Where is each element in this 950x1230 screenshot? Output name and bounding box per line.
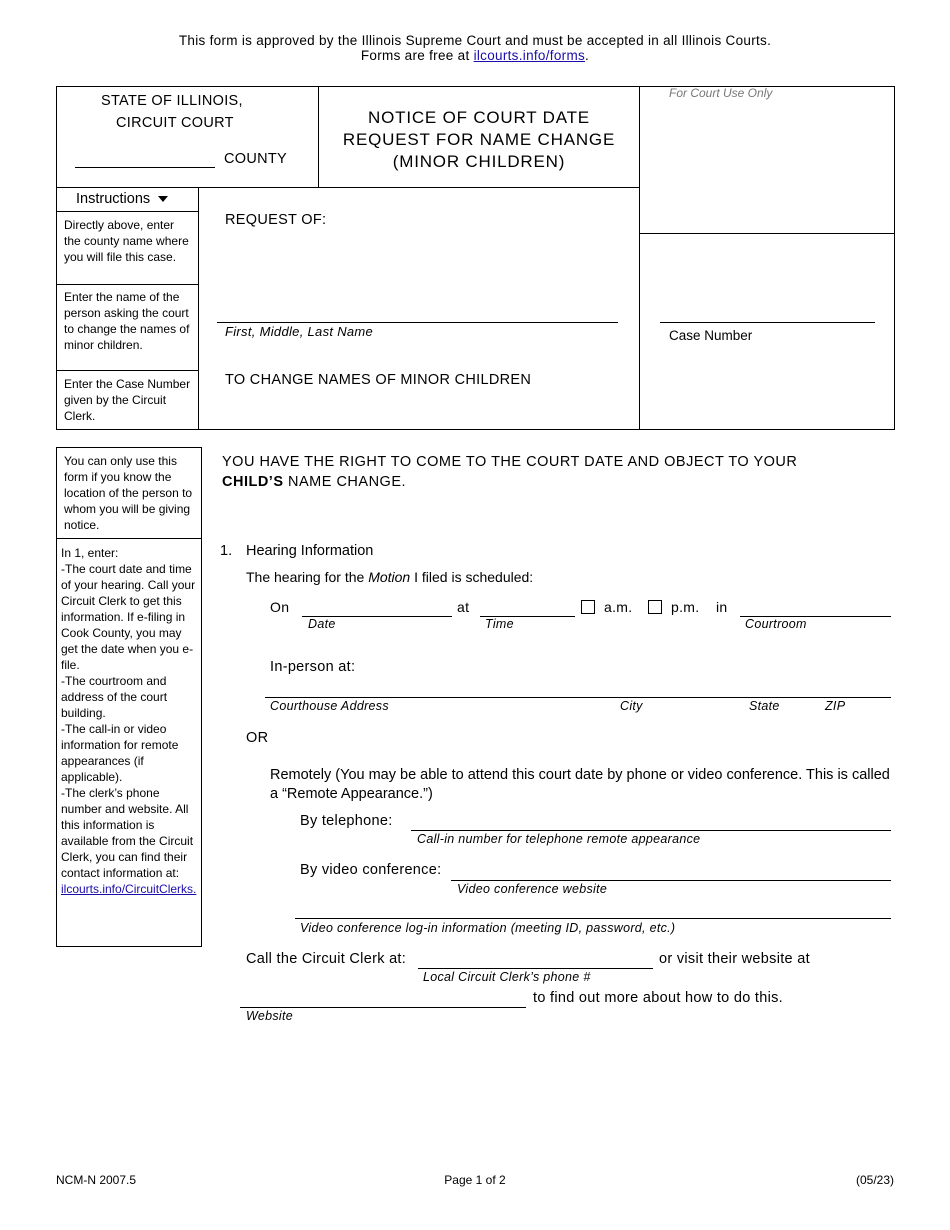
divider	[56, 187, 640, 188]
divider	[56, 284, 199, 285]
approval-line: This form is approved by the Illinois Supreme Court and must be accepted in all Illinois Courts.	[178, 33, 772, 48]
court-use-label: For Court Use Only	[669, 86, 773, 100]
city-caption: City	[620, 699, 643, 713]
or-label: OR	[246, 730, 269, 746]
address-caption: Courthouse Address	[270, 699, 389, 713]
at-label: at	[457, 599, 470, 615]
form-title	[319, 107, 639, 173]
clerk-web-label: or visit their website at	[659, 951, 810, 967]
case-instruction: Enter the Case Number given by the Circuit Clerk.	[64, 377, 191, 423]
section-number: 1.	[220, 543, 233, 559]
time-caption: Time	[485, 617, 514, 631]
hearing-instruction: In 1, enter: -The court date and time of your hearing. Call your Circuit Clerk to get this information. If e-filing in Cook County, you may get the date when you e-file. -The courtroom and address of the court building. -The call-in or video information for remote appearances (if applicable). -The clerk’s phone number and website. All this information is available from the Circuit Clerk, you can find their contact information at: ilcourts.info/CircuitClerks.	[61, 546, 197, 896]
video-label: By video conference:	[300, 862, 442, 878]
divider	[56, 211, 199, 212]
divider	[56, 370, 199, 371]
instructions-toggle[interactable]	[76, 191, 168, 207]
telephone-label: By telephone:	[300, 813, 393, 829]
video-website-input[interactable]	[451, 880, 891, 881]
divider	[639, 86, 640, 430]
county-instruction: Directly above, enter the county name where you will file this case.	[64, 218, 189, 264]
in-person-label: In-person at:	[270, 659, 356, 675]
county-label: COUNTY	[224, 151, 288, 167]
divider	[56, 538, 202, 539]
hearing-heading: Hearing Information	[246, 543, 374, 559]
am-checkbox[interactable]	[581, 600, 595, 614]
petitioner-name-input[interactable]	[217, 322, 618, 323]
clerk-phone-input[interactable]	[418, 968, 653, 969]
instructions-label: Instructions	[76, 191, 151, 207]
forms-free-line: Forms are free at ilcourts.info/forms.	[360, 48, 590, 63]
name-instruction: Enter the name of the person asking the court to change the names of minor children.	[64, 290, 190, 352]
circuit-clerks-link[interactable]: ilcourts.info/CircuitClerks.	[61, 882, 197, 896]
title-line: NOTICE OF COURT DATE	[368, 108, 590, 127]
on-label: On	[270, 599, 290, 615]
divider	[639, 233, 895, 234]
telephone-caption: Call-in number for telephone remote appearance	[417, 832, 701, 846]
clerk-label: Call the Circuit Clerk at:	[246, 951, 407, 967]
login-caption: Video conference log-in information (meeting ID, password, etc.)	[300, 921, 676, 935]
page-number: Page 1 of 2	[444, 1173, 506, 1187]
address-input[interactable]	[265, 697, 891, 698]
zip-caption: ZIP	[825, 699, 846, 713]
case-number-input[interactable]	[660, 322, 875, 323]
in-label: in	[716, 599, 728, 615]
approval-notice	[0, 33, 950, 63]
login-info-input[interactable]	[295, 918, 891, 919]
pm-label: p.m.	[671, 599, 700, 615]
telephone-input[interactable]	[411, 830, 891, 831]
date-caption: Date	[308, 617, 336, 631]
divider	[198, 187, 199, 430]
notice-instruction: You can only use this form if you know the location of the person to whom you will be giving notice.	[64, 454, 193, 532]
state-caption: State	[749, 699, 780, 713]
case-number-caption: Case Number	[669, 328, 753, 343]
form-date: (05/23)	[855, 1173, 894, 1187]
forms-link[interactable]: ilcourts.info/forms	[473, 48, 586, 63]
request-of-label: REQUEST OF:	[225, 212, 327, 228]
title-line: (MINOR CHILDREN)	[392, 152, 566, 171]
website-input[interactable]	[240, 1007, 526, 1008]
caret-down-icon	[158, 196, 168, 202]
hearing-intro: The hearing for the Motion I filed is scheduled:	[246, 569, 534, 585]
clerk-phone-caption: Local Circuit Clerk’s phone #	[423, 970, 591, 984]
name-caption: First, Middle, Last Name	[225, 324, 374, 339]
rights-statement: YOU HAVE THE RIGHT TO COME TO THE COURT DATE AND OBJECT TO YOUR CHILD’S NAME CHANGE.	[222, 454, 798, 490]
courtroom-caption: Courtroom	[745, 617, 807, 631]
change-names-label: TO CHANGE NAMES OF MINOR CHILDREN	[225, 372, 532, 388]
county-input[interactable]	[75, 167, 215, 168]
court-label: CIRCUIT COURT	[116, 115, 234, 131]
video-caption: Video conference website	[457, 882, 608, 896]
title-line: REQUEST FOR NAME CHANGE	[342, 130, 616, 149]
form-id: NCM-N 2007.5	[56, 1173, 137, 1187]
am-label: a.m.	[604, 599, 633, 615]
website-suffix: to find out more about how to do this.	[533, 990, 783, 1006]
remote-description: Remotely (You may be able to attend this court date by phone or video conference. This is called a “Remote Appearance.”)	[270, 767, 890, 802]
website-caption: Website	[246, 1009, 294, 1023]
state-label: STATE OF ILLINOIS,	[101, 93, 243, 109]
pm-checkbox[interactable]	[648, 600, 662, 614]
